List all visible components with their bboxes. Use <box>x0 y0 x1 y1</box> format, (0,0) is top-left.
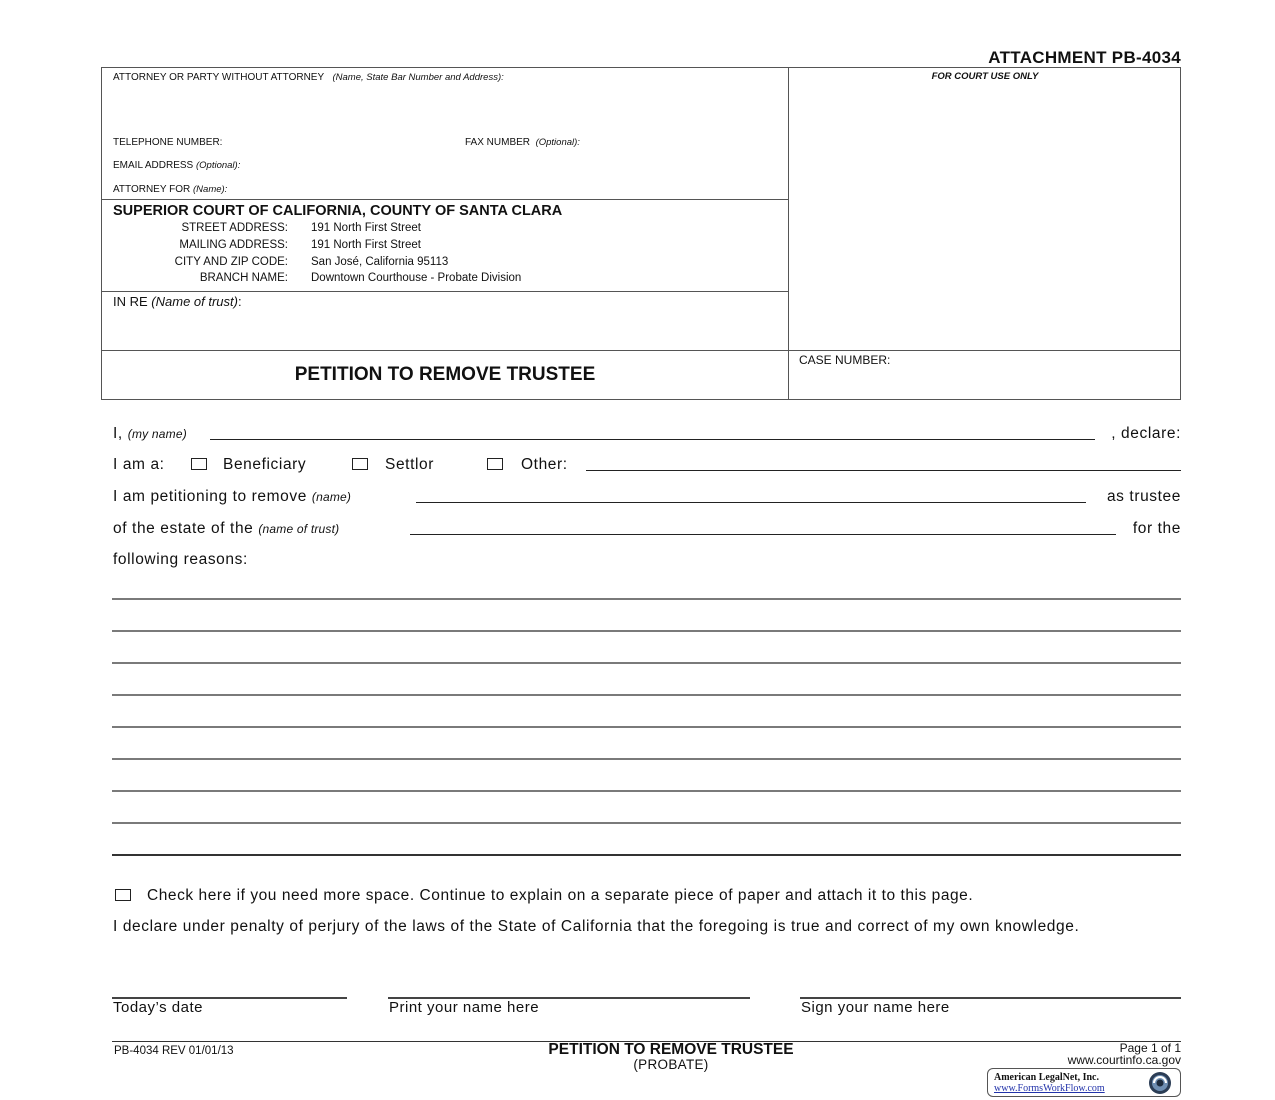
caption-box <box>101 67 1181 400</box>
attorney-for-hint: (Name): <box>193 184 228 195</box>
attachment-title: ATTACHMENT PB-4034 <box>988 48 1181 67</box>
street-value: 191 North First Street <box>311 222 421 234</box>
court-name: SUPERIOR COURT OF CALIFORNIA, COUNTY OF SANTA CLARA <box>113 203 563 219</box>
declarant-line <box>113 425 187 443</box>
role-label: I am a: <box>113 456 165 473</box>
court-use-only-label: FOR COURT USE ONLY <box>931 71 1039 82</box>
trustee-name-input[interactable] <box>416 502 1086 503</box>
email-hint: (Optional): <box>196 160 241 171</box>
other-label: Other: <box>521 456 568 473</box>
in-re-colon: : <box>237 294 242 309</box>
my-name-hint: (my name) <box>127 427 187 441</box>
city-label: CITY AND ZIP CODE: <box>174 256 288 268</box>
in-re-label: IN RE <box>113 294 148 309</box>
in-re-field[interactable] <box>113 294 242 309</box>
following-reasons-label: following reasons: <box>113 551 248 568</box>
attorney-field[interactable] <box>113 72 504 83</box>
trustee-name-hint: (name) <box>311 490 352 504</box>
reason-line[interactable] <box>112 854 1181 856</box>
as-trustee-suffix: as trustee <box>1106 488 1181 505</box>
trustee-line <box>113 488 351 506</box>
other-input[interactable] <box>586 470 1181 471</box>
line-prefix: I am petitioning to remove <box>113 488 307 505</box>
attorney-label: ATTORNEY OR PARTY WITHOUT ATTORNEY <box>113 72 325 83</box>
case-number-label: CASE NUMBER: <box>799 353 891 367</box>
reason-line[interactable] <box>112 598 1181 600</box>
for-the-suffix: for the <box>1132 520 1181 537</box>
divider <box>102 350 1181 351</box>
print-name-label: Print your name here <box>389 999 540 1016</box>
line-prefix: I, <box>113 425 123 442</box>
settlor-label: Settlor <box>385 456 434 473</box>
trust-name-hint: (name of trust) <box>258 522 340 536</box>
reason-line[interactable] <box>112 822 1181 824</box>
telephone-label: TELEPHONE NUMBER: <box>113 137 223 148</box>
fax-hint: (Optional): <box>535 137 580 148</box>
more-space-checkbox[interactable] <box>115 889 131 901</box>
fax-label: FAX NUMBER <box>465 137 531 148</box>
footer-title: PETITION TO REMOVE TRUSTEE <box>548 1041 794 1058</box>
page-number: Page 1 of 1 <box>1119 1041 1181 1055</box>
sign-name-label: Sign your name here <box>801 999 950 1016</box>
declaration-text: I declare under penalty of perjury of the laws of the State of California that the foregoing is true and correct of my own knowledge. <box>113 918 1080 935</box>
attorney-hint: (Name, State Bar Number and Address): <box>332 72 504 83</box>
date-label: Today’s date <box>113 999 203 1016</box>
form-title: PETITION TO REMOVE TRUSTEE <box>294 364 596 385</box>
more-space-text: Check here if you need more space. Continue to explain on a separate piece of paper and attach it to this page. <box>147 887 974 904</box>
trust-line <box>113 520 339 538</box>
attorney-for-label: ATTORNEY FOR <box>113 184 191 195</box>
attorney-for-field[interactable] <box>113 184 227 195</box>
globe-icon <box>1146 1071 1174 1100</box>
branch-label: BRANCH NAME: <box>199 272 288 284</box>
telephone-field[interactable] <box>113 137 222 148</box>
reason-line[interactable] <box>112 726 1181 728</box>
court-website-link[interactable]: www.courtinfo.ca.gov <box>1067 1053 1181 1067</box>
divider <box>102 291 788 292</box>
my-name-input[interactable] <box>210 439 1095 440</box>
street-label: STREET ADDRESS: <box>181 222 288 234</box>
branch-value: Downtown Courthouse - Probate Division <box>311 272 522 284</box>
line-prefix: of the estate of the <box>113 520 254 537</box>
reason-line[interactable] <box>112 758 1181 760</box>
reason-line[interactable] <box>112 694 1181 696</box>
mailing-value: 191 North First Street <box>311 239 421 251</box>
beneficiary-checkbox[interactable] <box>191 458 207 470</box>
reason-line[interactable] <box>112 662 1181 664</box>
divider <box>102 199 788 200</box>
footer-subtitle: (PROBATE) <box>633 1057 709 1072</box>
fax-field[interactable] <box>465 137 580 148</box>
reason-line[interactable] <box>112 630 1181 632</box>
settlor-checkbox[interactable] <box>352 458 368 470</box>
email-label: EMAIL ADDRESS <box>113 160 194 171</box>
other-checkbox[interactable] <box>487 458 503 470</box>
declare-suffix: , declare: <box>1111 425 1181 442</box>
logo-url-link[interactable]: www.FormsWorkFlow.com <box>994 1083 1105 1094</box>
email-field[interactable] <box>113 160 240 171</box>
american-legalnet-logo[interactable] <box>987 1068 1181 1097</box>
logo-company: American LegalNet, Inc. <box>994 1072 1099 1083</box>
city-value: San José, California 95113 <box>311 256 449 268</box>
reason-line[interactable] <box>112 790 1181 792</box>
form-revision: PB-4034 REV 01/01/13 <box>114 1045 234 1057</box>
trust-name-input[interactable] <box>410 534 1116 535</box>
mailing-label: MAILING ADDRESS: <box>179 239 288 251</box>
in-re-hint: (Name of trust) <box>151 294 238 309</box>
beneficiary-label: Beneficiary <box>223 456 307 473</box>
